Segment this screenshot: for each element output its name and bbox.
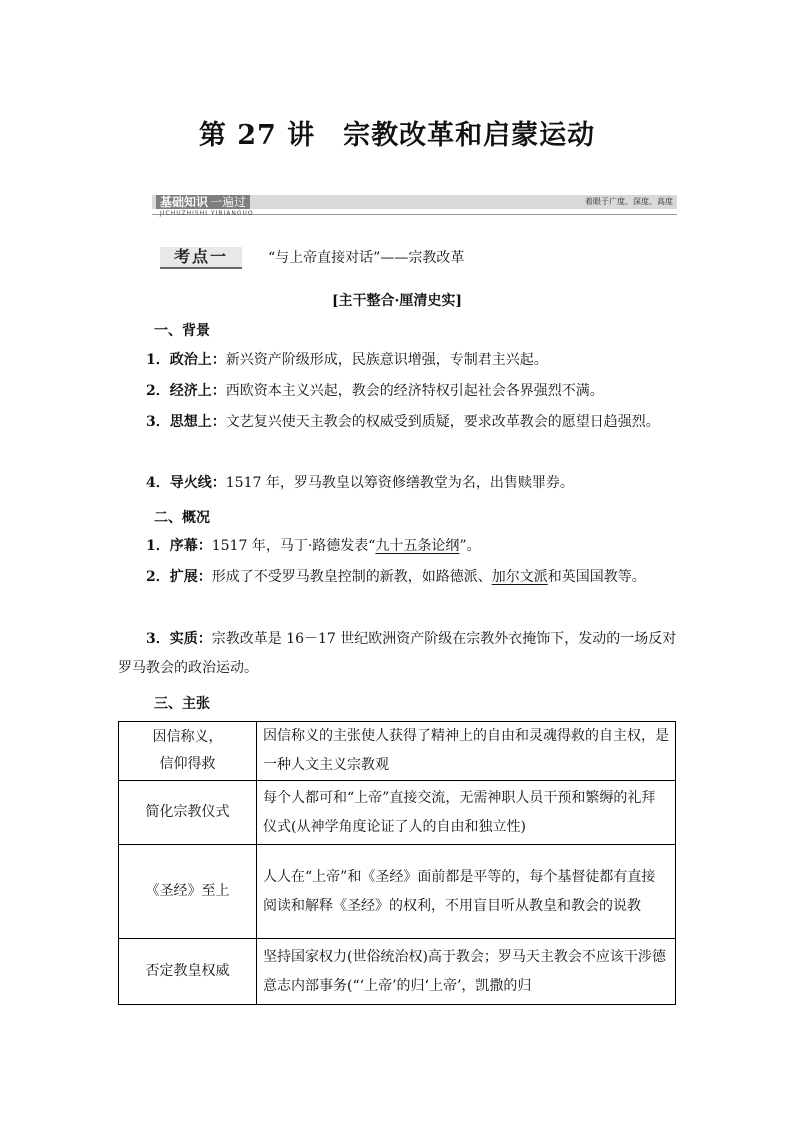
bg-item-2 (118, 377, 678, 406)
table-row (119, 781, 676, 845)
claims-table (118, 721, 676, 1005)
banner-subtitle: JICHUZHISHI YIBIANGUO (160, 210, 254, 217)
banner-tag (156, 195, 250, 209)
kaodian-title: “与上帝直接对话”——宗教改革 (268, 250, 465, 266)
overview-item-3-lead: 3．实质： (146, 631, 212, 647)
page-title: 第 27 讲 宗教改革和启蒙运动 (198, 120, 596, 151)
overview-item-2 (118, 563, 678, 592)
overview-item-3-text: 宗教改革是 16－17 世纪欧洲资产阶级在宗教外衣掩饰下，发动的一场反对罗马教会的政治运动。 (118, 631, 677, 676)
bg-item-1-lead: 1．政治上： (146, 352, 226, 368)
overview-item-1-lead: 1．序幕： (146, 538, 212, 554)
table-row (119, 845, 676, 939)
overview-item-1-text-a: 1517 年，马丁·路德发表“ (211, 538, 376, 554)
bg-item-3-lead: 3．思想上： (146, 414, 226, 430)
table-key-line-1: 因信称义， (152, 729, 223, 745)
table-key-cell: 简化宗教仪式 (119, 781, 257, 845)
bg-item-4 (118, 469, 678, 498)
bg-item-1 (118, 346, 678, 375)
bg-item-2-lead: 2．经济上： (146, 383, 226, 399)
table-row (119, 722, 676, 781)
section-claims: 三、主张 (154, 696, 210, 712)
overview-item-1 (118, 532, 678, 561)
overview-item-2-text-b: 和英国国教等。 (547, 569, 646, 585)
table-key-cell: 否定教皇权威 (119, 939, 257, 1005)
bg-item-3 (118, 408, 678, 437)
banner-right-text: 着眼于广度、深度、高度 (585, 197, 673, 206)
subheading: [主干整合·厘清史实] (331, 293, 463, 309)
banner-tag-main: 基础知识 (160, 195, 209, 209)
bg-item-1-text: 新兴资产阶级形成，民族意识增强，专制君主兴起。 (225, 352, 548, 368)
bg-item-3-text: 文艺复兴使天主教会的权威受到质疑，要求改革教会的愿望日趋强烈。 (225, 414, 660, 430)
overview-item-1-underlined: 九十五条论纲 (375, 538, 460, 554)
table-key-cell: 《圣经》至上 (119, 845, 257, 939)
bg-item-2-text: 西欧资本主义兴起，教会的经济特权引起社会各界强烈不满。 (225, 383, 604, 399)
table-key-cell (119, 722, 257, 781)
table-row (119, 939, 676, 1005)
table-value-cell: 坚持国家权力(世俗统治权)高于教会；罗马天主教会不应该干涉德意志内部事务(“‘上帝’的归‘上帝’，凯撒的归 (257, 939, 676, 1005)
overview-item-1-text-b: ”。 (459, 538, 481, 554)
overview-item-2-lead: 2．扩展： (146, 569, 212, 585)
bg-item-4-lead: 4．导火线： (146, 475, 226, 491)
bg-item-4-text: 1517 年，罗马教皇以筹资修缮教堂为名，出售赎罪券。 (225, 475, 574, 491)
section-overview: 二、概况 (154, 510, 210, 526)
section-banner (152, 195, 677, 217)
overview-item-3 (118, 625, 678, 683)
banner-tag-alt: 一遍过 (210, 195, 247, 209)
kaodian-label: 考点一 (160, 247, 242, 269)
table-value-cell: 因信称义的主张使人获得了精神上的自由和灵魂得救的自主权，是一种人文主义宗教观 (257, 722, 676, 781)
section-background: 一、背景 (154, 323, 210, 339)
table-key-line-2: 信仰得救 (159, 756, 216, 772)
table-value-cell: 每个人都可和“上帝”直接交流，无需神职人员干预和繁缛的礼拜仪式(从神学角度论证了人的自由和独立性) (257, 781, 676, 845)
overview-item-2-text-a: 形成了不受罗马教皇控制的新教，如路德派、 (211, 569, 492, 585)
overview-item-2-underlined: 加尔文派 (491, 569, 548, 585)
table-value-cell: 人人在“上帝”和《圣经》面前都是平等的，每个基督徒都有直接阅读和解释《圣经》的权利，不用盲目听从教皇和教会的说教 (257, 845, 676, 939)
